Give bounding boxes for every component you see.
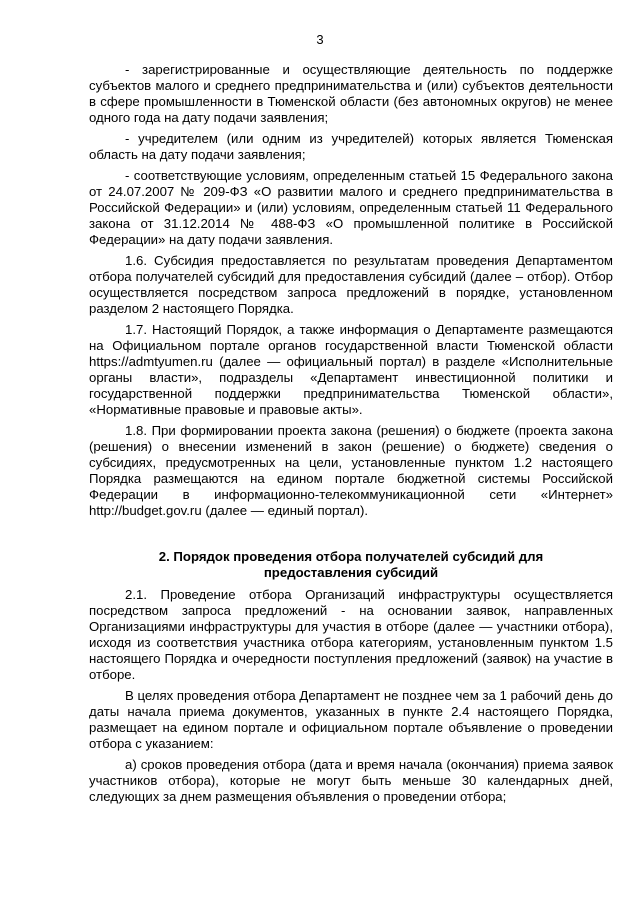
section-heading bbox=[89, 549, 613, 581]
paragraph: В целях проведения отбора Департамент не позднее чем за 1 рабочий день до даты начала приема документов, указанных в пункте 2.4 настоящего Порядка, размещает на едином портале и официальном портале объявление о проведении отбора с указанием: bbox=[89, 688, 613, 751]
paragraph-1-7: 1.7. Настоящий Порядок, а также информация о Департаменте размещаются на Официальном портале органов государственной власти Тюменской области https://admtyumen.ru (далее — официальный портал) в разделе «Исполнительные органы власти», подразделы «Департамент инвестиционной политики и государственной поддержки предпринимательства Тюменской области», «Нормативные правовые и правовые акты». bbox=[89, 322, 613, 417]
section-heading-line-2: предоставления субсидий bbox=[263, 565, 439, 580]
paragraph-1-6: 1.6. Субсидия предоставляется по результатам проведения Департаментом отбора получателей субсидий для предоставления субсидий (далее – отбор). Отбор осуществляется посредством запроса предложений в порядке, установленном разделом 2 настоящего Порядка. bbox=[89, 253, 613, 316]
paragraph-item-a: а) сроков проведения отбора (дата и время начала (окончания) приема заявок участников отбора), которые не могут быть меньше 30 календарных дней, следующих за днем размещения объявления о проведении отбора; bbox=[89, 757, 613, 804]
paragraph: - зарегистрированные и осуществляющие деятельность по поддержке субъектов малого и среднего предпринимательства и (или) субъектов деятельности в сфере промышленности в Тюменской области (без автономных округов) не менее одного года на дату подачи заявления; bbox=[89, 62, 613, 125]
document-body bbox=[89, 62, 613, 810]
section-heading-line-1: 2. Порядок проведения отбора получателей субсидий для bbox=[158, 549, 544, 564]
paragraph: - учредителем (или одним из учредителей) которых является Тюменская область на дату подачи заявления; bbox=[89, 131, 613, 162]
page-number: 3 bbox=[316, 32, 324, 47]
paragraph: - соответствующие условиям, определенным статьей 15 Федерального закона от 24.07.2007 № 209-ФЗ «О развитии малого и среднего предпринимательства в Российской Федерации» и (или) условиям, определенным статьей 11 Федерального закона от 31.12.2014 № 488-ФЗ «О промышленной политике в Российской Федерации» на дату подачи заявления. bbox=[89, 168, 613, 247]
paragraph-2-1: 2.1. Проведение отбора Организаций инфраструктуры осуществляется посредством запроса предложений - на основании заявок, направленных Организациями инфраструктуры для участия в отборе (далее — участники отбора), исходя из соответствия участника отбора категориям, установленным пунктом 1.5 настоящего Порядка и очередности поступления предложений (заявок) на участие в отборе. bbox=[89, 587, 613, 682]
paragraph-1-8: 1.8. При формировании проекта закона (решения) о бюджете (проекта закона (решения) о внесении изменений в закон (решение) о бюджете) сведения о субсидиях, предусмотренных на цели, установленные пунктом 1.2 настоящего Порядка размещаются на едином портале бюджетной системы Российской Федерации в информационно-телекоммуникационной сети «Интернет» http://budget.gov.ru (далее — единый портал). bbox=[89, 423, 613, 518]
